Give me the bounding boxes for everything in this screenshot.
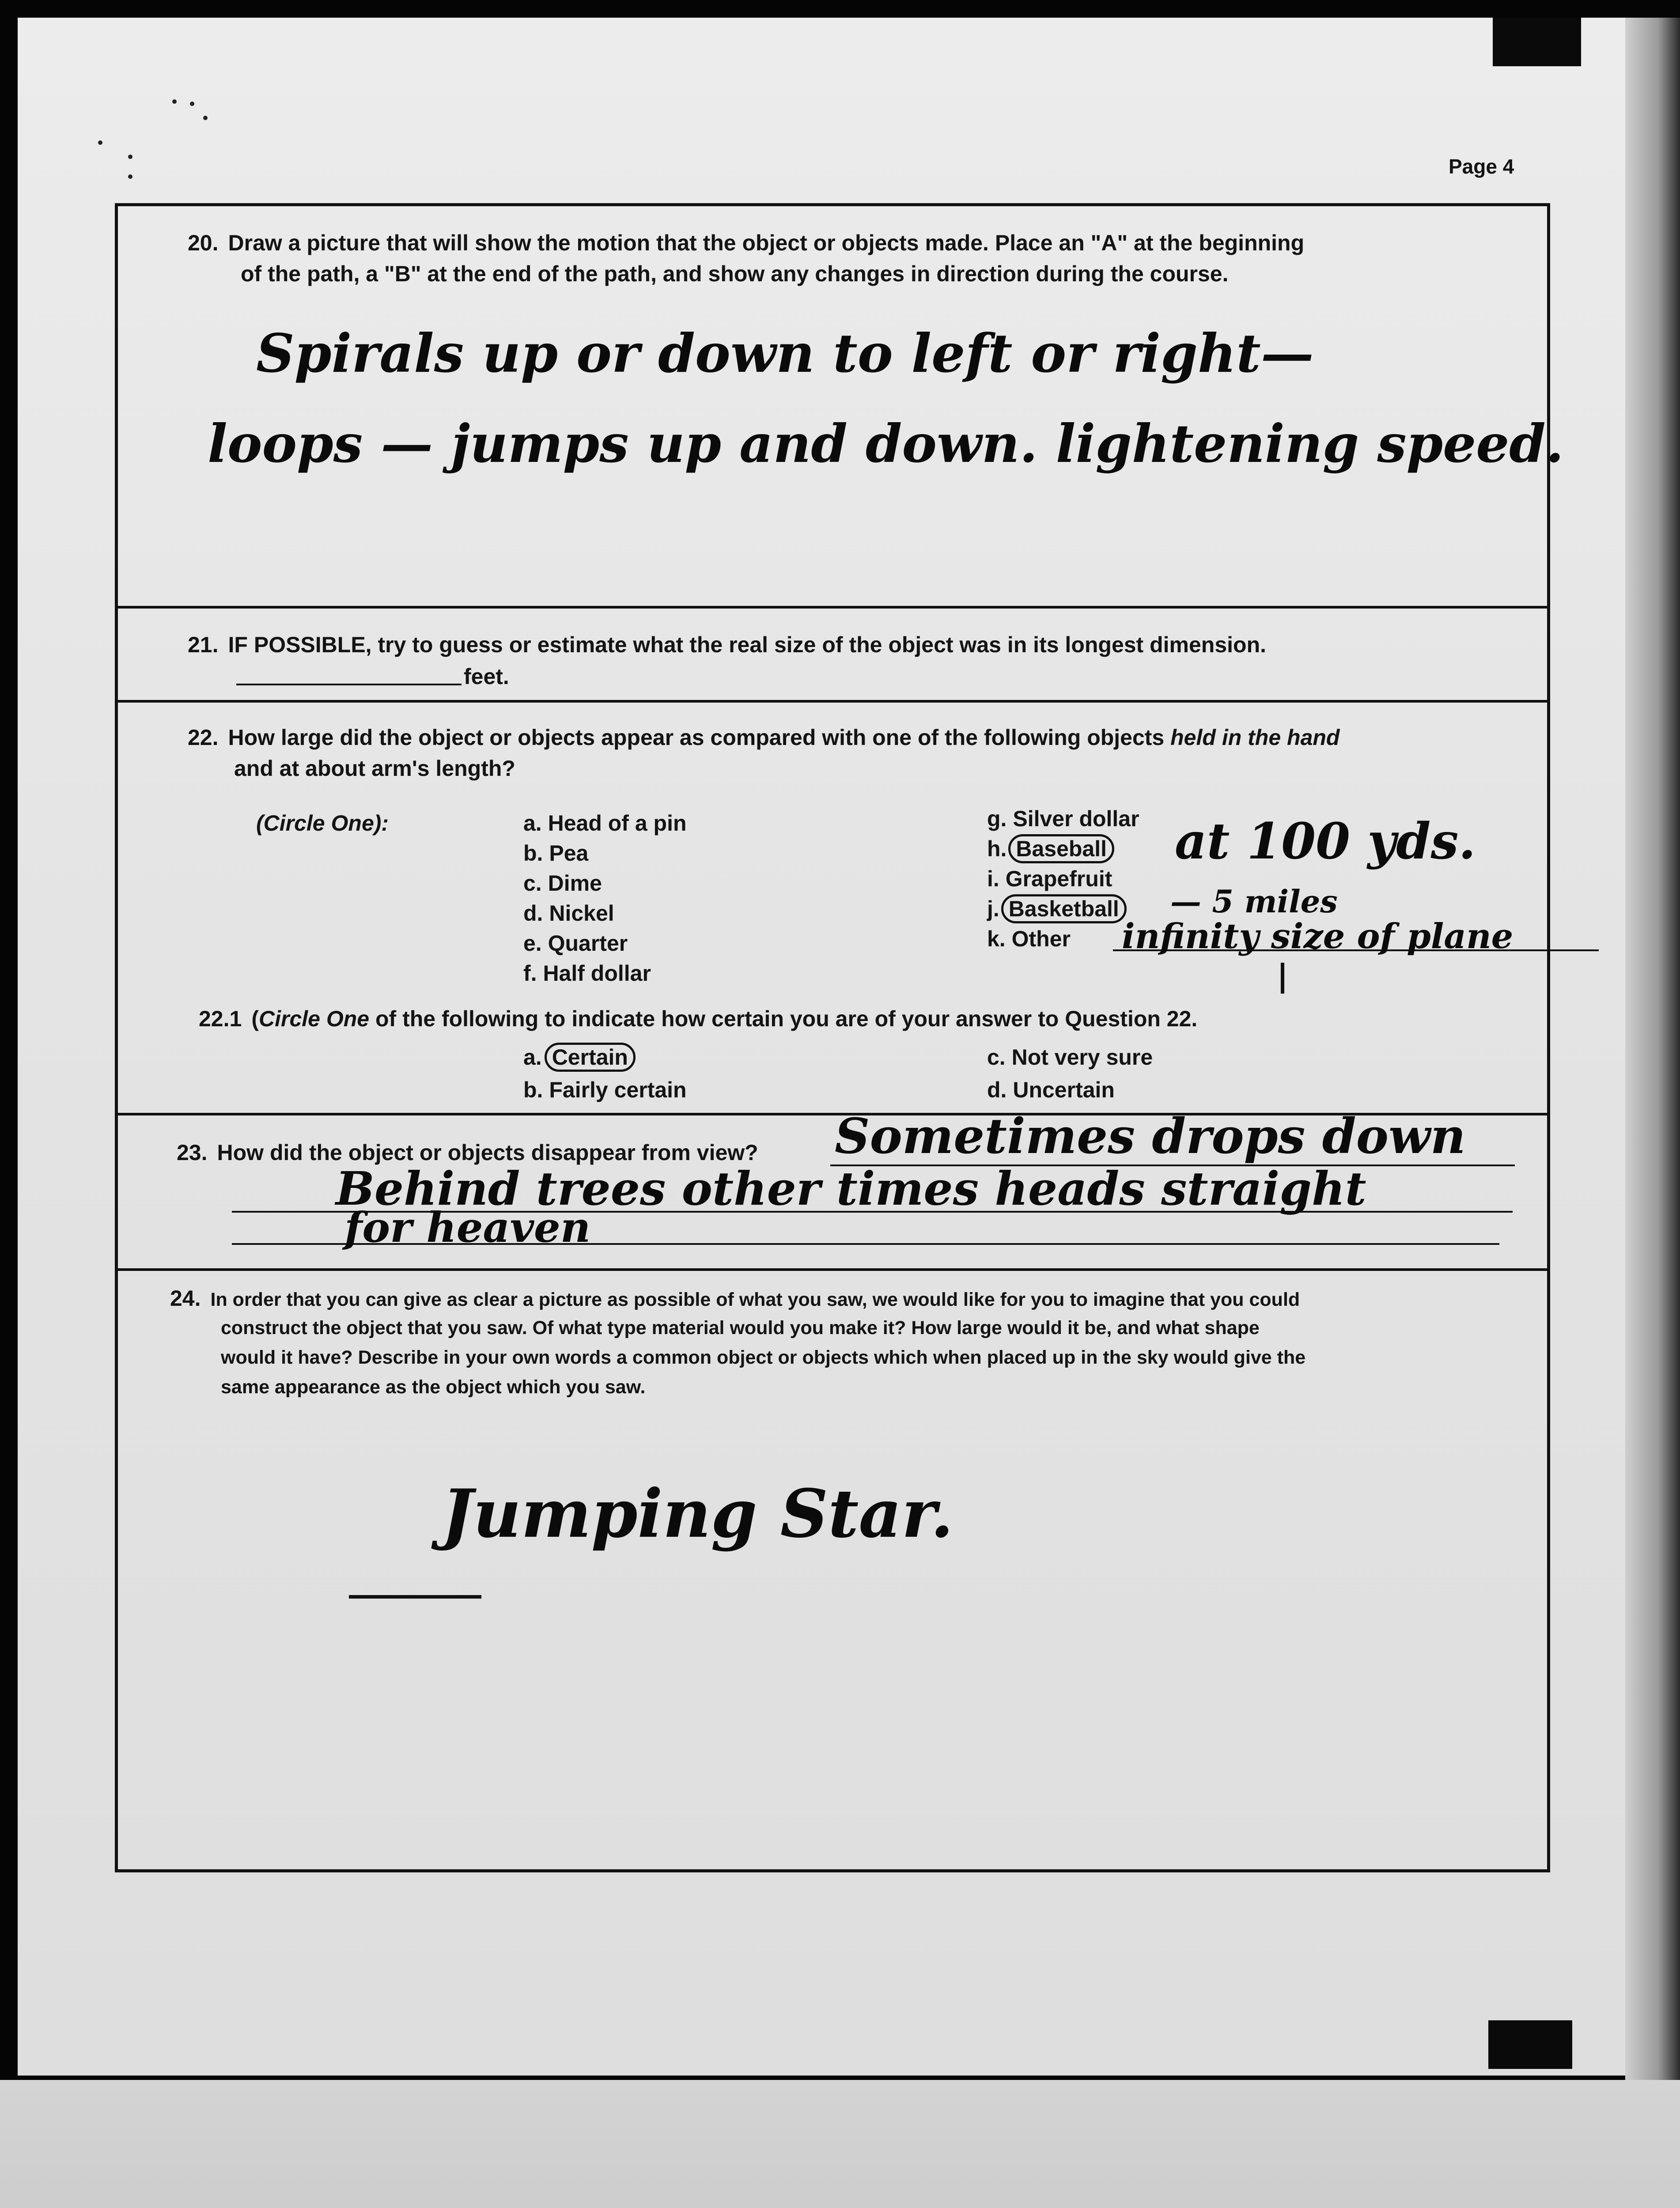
option-22d[interactable]: d. Nickel [523, 901, 614, 926]
option-22h-circled[interactable]: h. Baseball [987, 835, 1114, 863]
size-unit-label: feet. [464, 664, 509, 689]
option-22a[interactable]: a. Head of a pin [523, 811, 687, 836]
option-22b[interactable]: b. Pea [523, 841, 589, 866]
scan-background-strip [0, 2080, 1680, 2208]
question-emphasis: Circle One [258, 1006, 370, 1031]
question-number: 23. [177, 1140, 208, 1165]
dust-speck [172, 99, 177, 104]
circled-answer-certain: Certain [545, 1043, 636, 1072]
question-text: try to guess or estimate what the real size of the object was in its longest dimension. [371, 632, 1267, 657]
handwritten-annotation-baseball: at 100 yds. [1175, 813, 1476, 870]
question-text: How did the object or objects disappear from view? [217, 1140, 758, 1165]
circle-one-instruction: (Circle One): [256, 811, 389, 836]
question-number: 20. [188, 231, 219, 255]
question-number: 22. [188, 725, 219, 750]
question-24 [170, 1283, 1300, 1315]
option-22i[interactable]: i. Grapefruit [987, 866, 1112, 891]
handwritten-answer-23-line2: Behind trees other times heads straight [336, 1161, 1366, 1216]
dust-speck [203, 116, 208, 120]
page-number: Page 4 [1449, 155, 1514, 178]
question-number: 22.1 [199, 1006, 242, 1031]
corner-registration-mark-bottom [1488, 2020, 1572, 2069]
question-number: 24. [170, 1286, 201, 1311]
option-22f[interactable]: f. Half dollar [523, 961, 651, 986]
divider-q21-q22 [115, 700, 1550, 703]
scan-edge-shadow [1625, 18, 1680, 2080]
corner-registration-mark-top [1493, 18, 1581, 66]
question-21 [188, 629, 1266, 660]
handwritten-answer-24: Jumping Star. [442, 1475, 954, 1553]
handwritten-answer-23-line1: Sometimes drops down [835, 1108, 1466, 1164]
question-emphasis: held in the hand [1170, 725, 1340, 750]
handwritten-annotation-basketball: — 5 miles [1170, 883, 1338, 920]
option-22k[interactable]: k. Other [987, 926, 1071, 951]
question-24-line2: construct the object that you saw. Of what type material would you make it? How large would it be, and what shape [221, 1317, 1260, 1338]
question-24-line3: would it have? Describe in your own words a common object or objects which when placed up in the sky would give the [221, 1347, 1306, 1368]
question-number: 21. [188, 632, 219, 657]
option-22-1d[interactable]: d. Uncertain [987, 1078, 1115, 1102]
option-22-1a-circled[interactable]: a. Certain [523, 1043, 636, 1071]
question-text: Draw a picture that will show the motion that the object or objects made. Place an "A" at the beginning [228, 231, 1305, 255]
size-answer-blank[interactable] [236, 684, 462, 685]
handwritten-answer-20-line1: Spirals up or down to left or right— [256, 322, 1314, 385]
divider-q23-q24 [115, 1268, 1550, 1271]
question-text: In order that you can give as clear a picture as possible of what you saw, we would like for you to imagine that you could [210, 1289, 1300, 1310]
handwritten-answer-20-line2: loops — jumps up and down. lightening speed. [208, 413, 1564, 474]
question-emphasis: IF POSSIBLE, [228, 632, 372, 657]
dust-speck [98, 140, 102, 145]
question-20-line2: of the path, a "B" at the end of the path, and show any changes in direction during the course. [241, 261, 1229, 286]
question-22 [188, 722, 1339, 753]
option-22-1c[interactable]: c. Not very sure [987, 1045, 1153, 1070]
circled-answer-baseball: Baseball [1008, 834, 1114, 863]
option-22-1b[interactable]: b. Fairly certain [523, 1078, 687, 1102]
handwritten-answer-23-line3: for heaven [344, 1203, 591, 1252]
question-text: How large did the object or objects appear as compared with one of the following objects [228, 725, 1171, 750]
dust-speck [190, 102, 194, 106]
question-20 [188, 227, 1304, 258]
option-22c[interactable]: c. Dime [523, 871, 602, 896]
option-22e[interactable]: e. Quarter [523, 931, 628, 956]
divider-q20-q21 [115, 606, 1550, 609]
option-22g[interactable]: g. Silver dollar [987, 806, 1139, 831]
handwritten-stroke [1281, 963, 1284, 994]
circled-answer-basketball: Basketball [1001, 894, 1127, 923]
question-22-1: 22.1 (Circle One of the following to indicate how certain you are of your answer to Question 22. [199, 1006, 1198, 1031]
question-text: of the following to indicate how certain you are of your answer to Question 22. [369, 1006, 1198, 1031]
option-22j-circled[interactable]: j. Basketball [987, 895, 1127, 923]
handwritten-flourish [349, 1595, 481, 1599]
dust-speck [128, 155, 132, 159]
question-24-line4: same appearance as the object which you saw. [221, 1376, 646, 1398]
dust-speck [128, 174, 132, 179]
question-22-line2: and at about arm's length? [234, 756, 515, 781]
handwritten-annotation-other: infinity size of plane [1122, 916, 1514, 957]
